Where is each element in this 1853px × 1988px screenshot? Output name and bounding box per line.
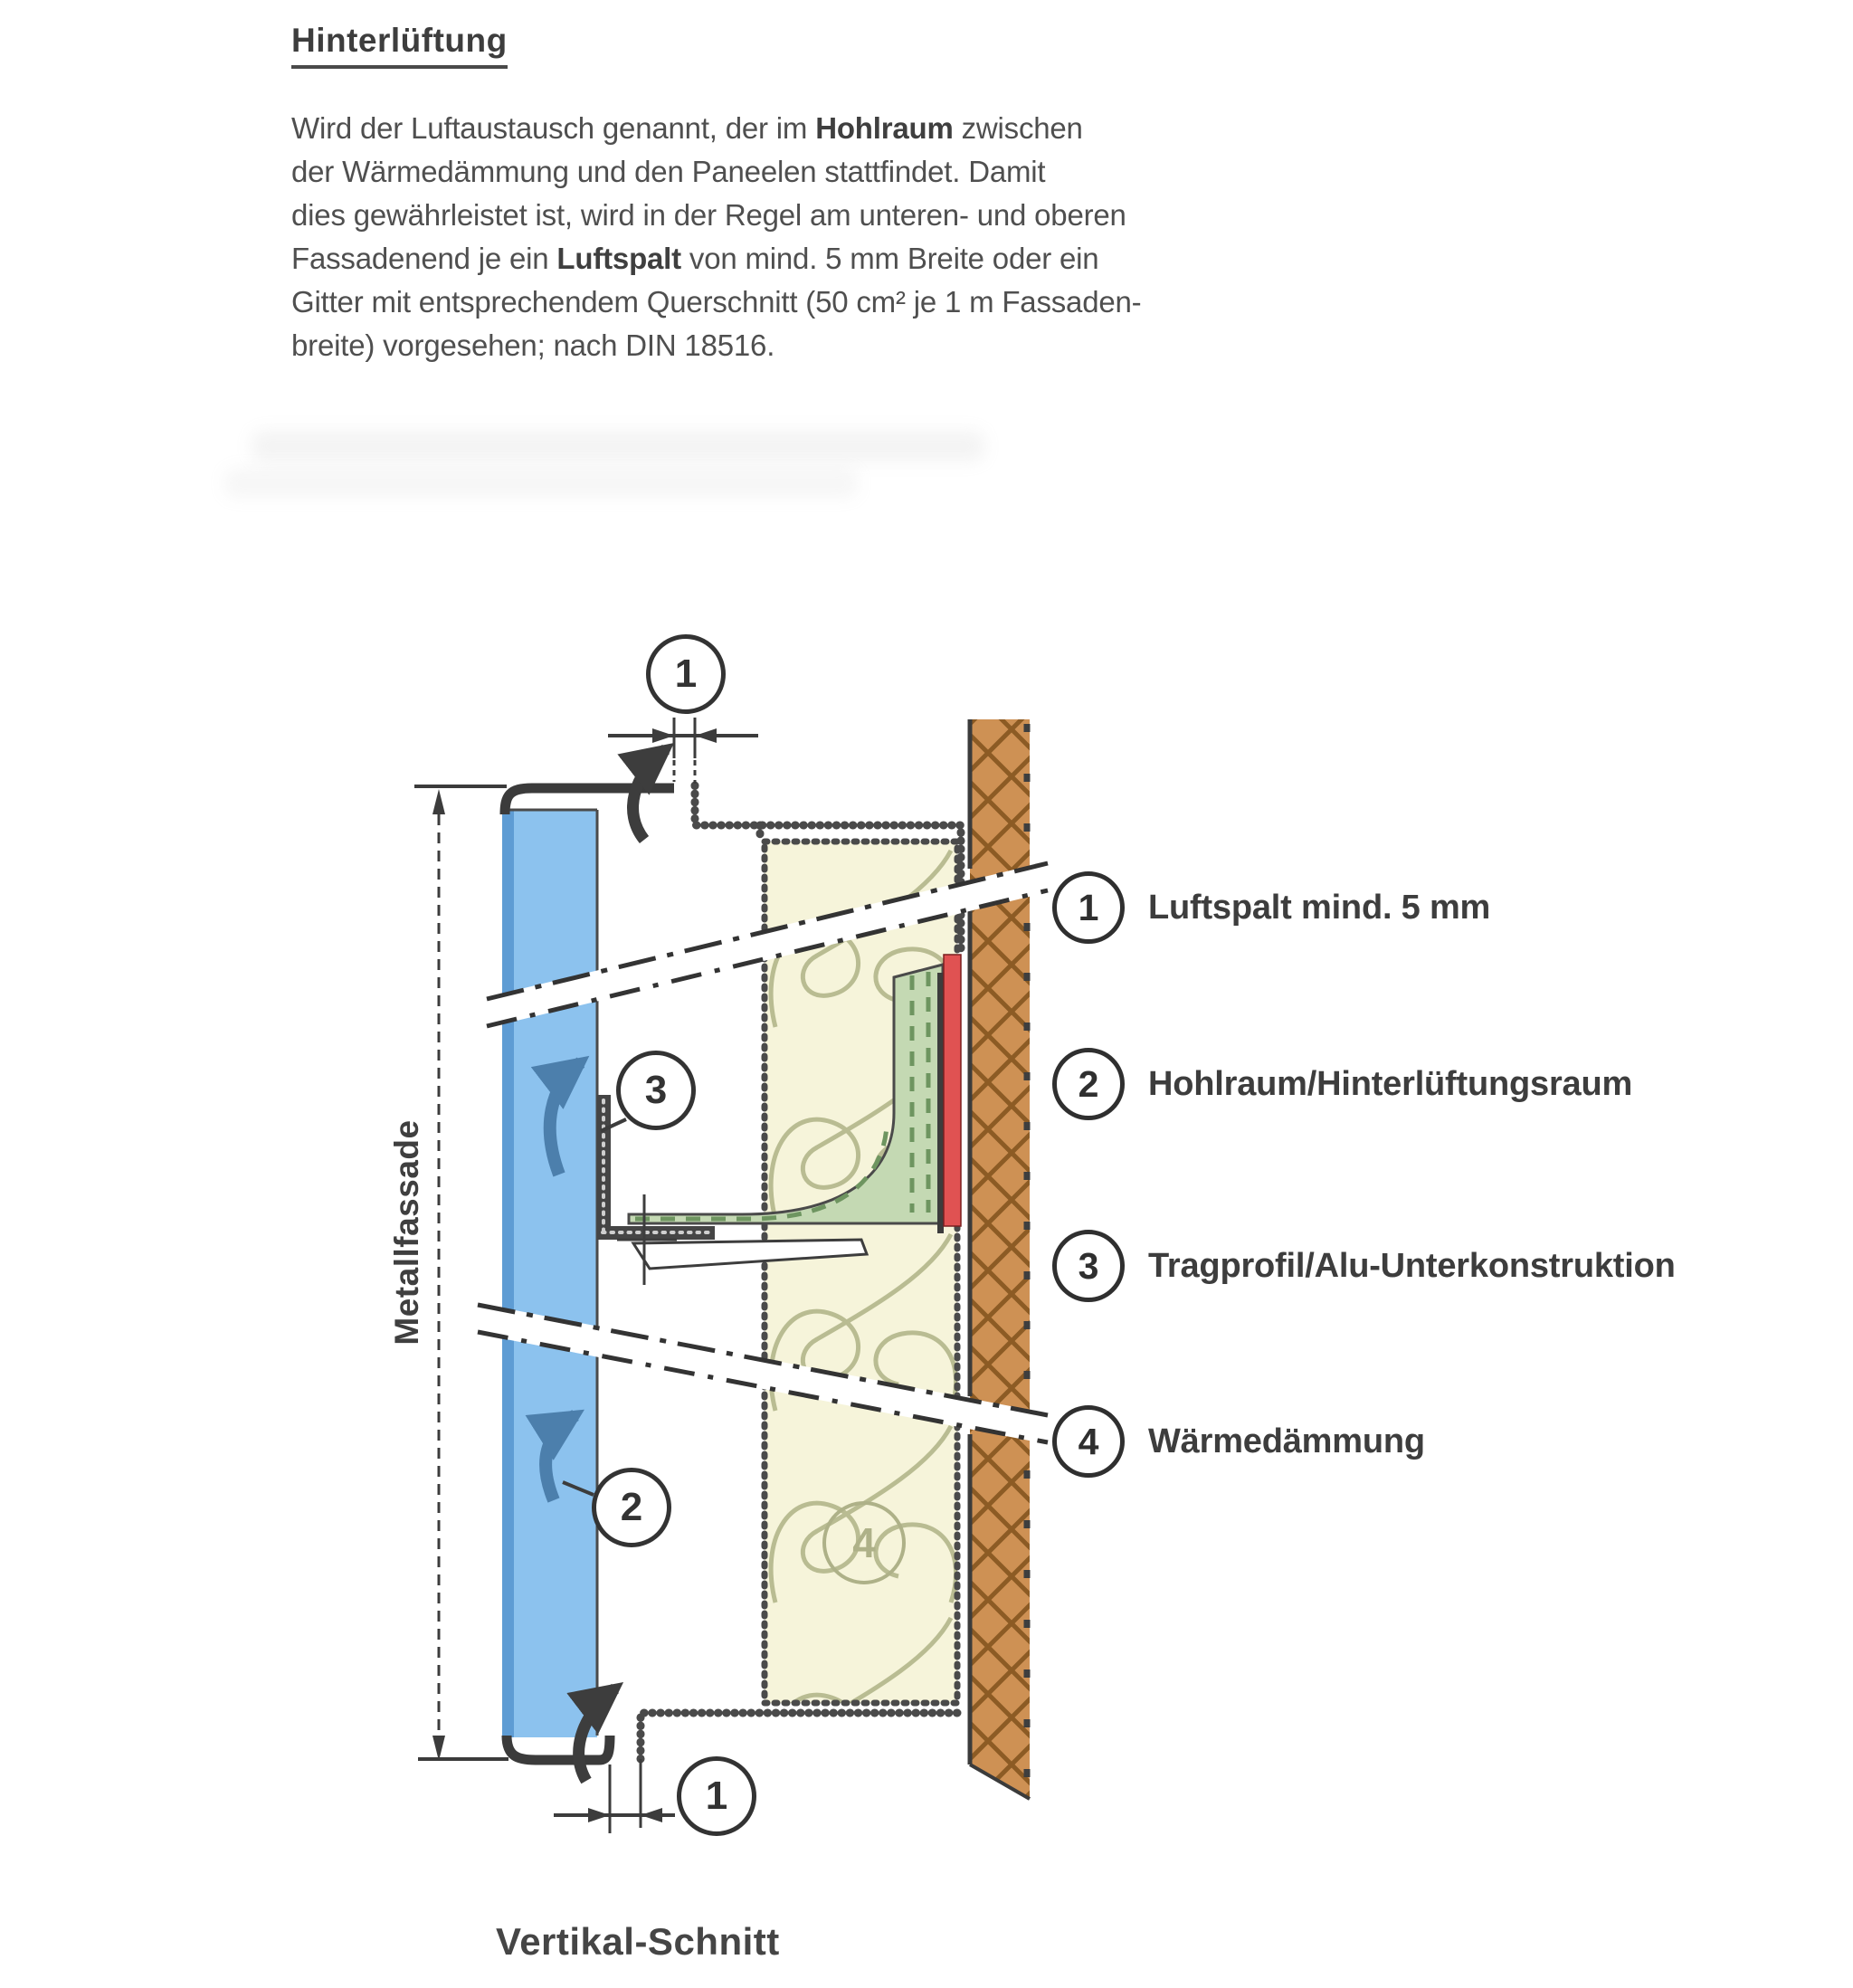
callout-air-gap-top: 1 [646,634,726,714]
callout-air-gap-bottom: 1 [677,1756,756,1836]
paragraph-line: dies gewährleistet ist, wird in der Regel am unteren- und oberen [291,198,1126,232]
red-profile-section [937,955,961,1233]
paragraph-line: Wird der Luftaustausch genannt, der im Hohlraum zwischen [291,111,1083,145]
legend-item-2 [1052,1047,1632,1121]
callout-cavity: 2 [592,1468,671,1547]
callout-insulation: 4 [822,1501,906,1584]
metallfassade-label: Metallfassade [388,1119,425,1346]
diagram-caption: Vertikal-Schnitt [496,1920,780,1963]
legend-label-3: Tragprofil/Alu-Unterkonstruktion [1148,1246,1676,1285]
legend-item-3 [1052,1229,1676,1303]
page-title: Hinterlüftung [291,22,508,69]
paragraph-line: Gitter mit entsprechendem Querschnitt (50 cm² je 1 m Fassaden- [291,285,1142,319]
paragraph-line: der Wärmedämmung und den Paneelen stattfindet. Damit [291,155,1046,188]
legend-label-2: Hohlraum/Hinterlüftungsraum [1148,1064,1633,1103]
legend-circle-2: 2 [1052,1048,1125,1120]
legend-label-4: Wärmedämmung [1148,1422,1425,1460]
legend-label-1: Luftspalt mind. 5 mm [1148,888,1491,927]
legend-circle-1: 1 [1052,871,1125,944]
paragraph-line: Fassadenend je ein Luftspalt von mind. 5 mm Breite oder ein [291,242,1099,275]
legend-circle-3: 3 [1052,1230,1125,1302]
facade-panel [502,810,597,1737]
legend-item-4 [1052,1404,1425,1479]
paragraph-line: breite) vorgesehen; nach DIN 18516. [291,328,775,362]
callout-support-profile: 3 [616,1051,696,1130]
legend-circle-4: 4 [1052,1405,1125,1478]
legend-item-1 [1052,870,1490,945]
